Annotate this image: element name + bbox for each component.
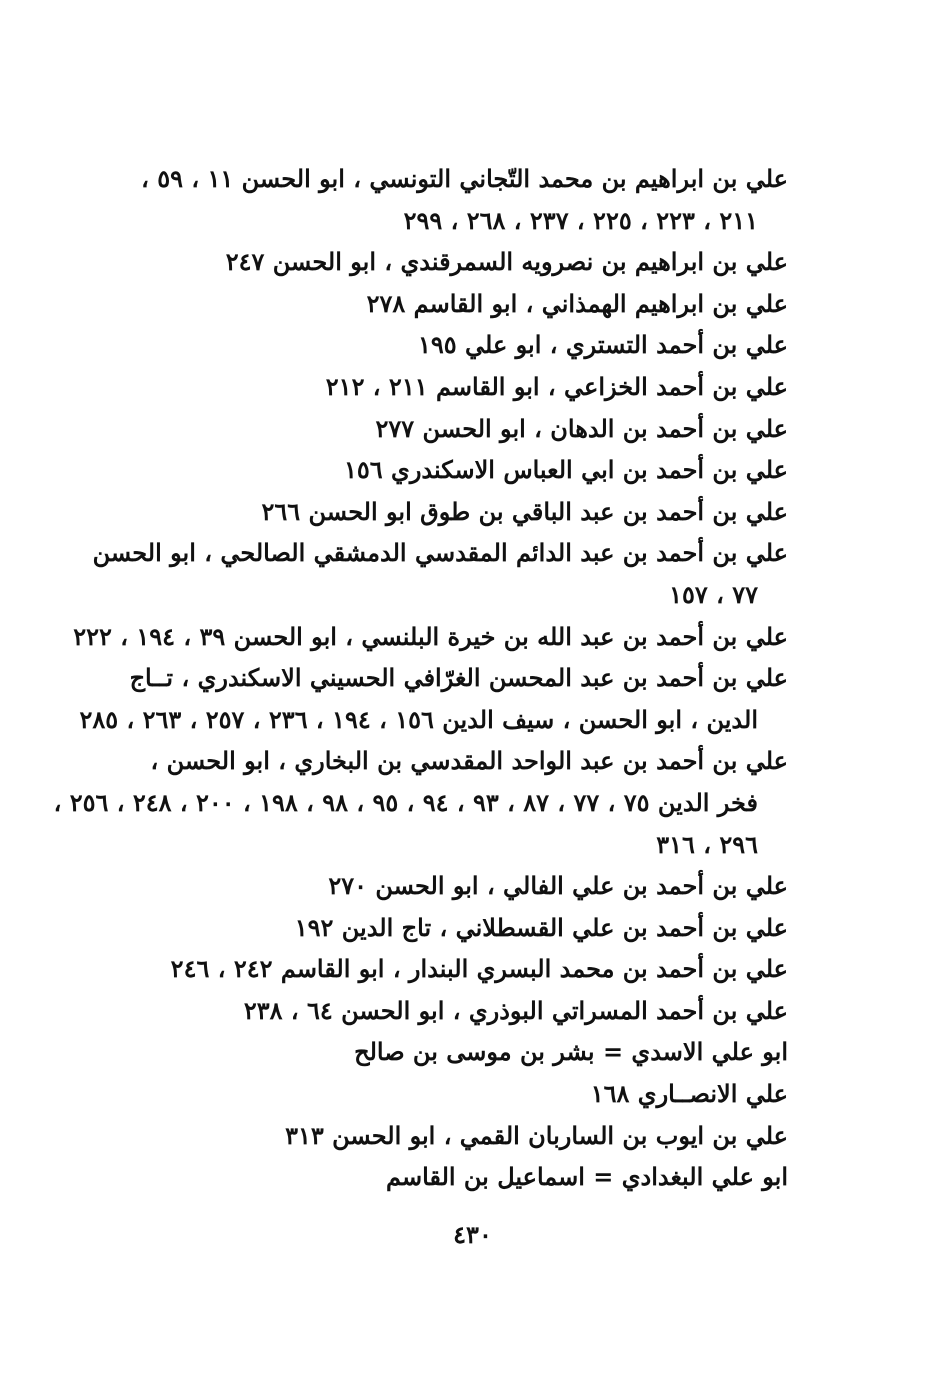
index-line: علي بن أحمد بن عبد الله بن خيرة البلنسي ، ابو الحسن ٣٩ ، ١٩٤ ، ٢٢٢ (73, 621, 788, 651)
index-line: علي بن أحمد بن علي الفالي ، ابو الحسن ٢٧٠ (328, 871, 788, 901)
index-line: علي بن أحمد بن عبد الواحد المقدسي بن البخاري ، ابو الحسن ، (150, 746, 788, 776)
index-line: علي الانصــاري ١٦٨ (590, 1079, 788, 1109)
page-number: ٤٣٠ (453, 1220, 492, 1249)
index-line: علي بن أحمد الخزاعي ، ابو القاسم ٢١١ ، ٢١٢ (325, 371, 788, 401)
index-line-continuation: ٢١١ ، ٢٢٣ ، ٢٢٥ ، ٢٣٧ ، ٢٦٨ ، ٢٩٩ (403, 205, 758, 235)
index-line: علي بن أحمد بن عبد الباقي بن طوق ابو الحسن ٢٦٦ (261, 496, 788, 526)
index-line: علي بن ابراهيم بن محمد التّجاني التونسي ، ابو الحسن ١١ ، ٥٩ ، (141, 164, 788, 193)
index-line: علي بن أحمد التستري ، ابو علي ١٩٥ (417, 330, 788, 360)
index-entries (53, 158, 788, 1198)
index-line: علي بن أحمد بن ابي العباس الاسكندري ١٥٦ (344, 455, 788, 485)
index-line: علي بن أحمد بن علي القسطلاني ، تاج الدين ١٩٢ (294, 912, 788, 942)
index-line-continuation: الدين ، ابو الحسن ، سيف الدين ١٥٦ ، ١٩٤ ، ٢٣٦ ، ٢٥٧ ، ٢٦٣ ، ٢٨٥ (79, 704, 758, 734)
index-line: علي بن أحمد بن عبد المحسن الغرّافي الحسيني الاسكندري ، تــاج (129, 663, 788, 693)
index-line: علي بن أحمد بن الدهان ، ابو الحسن ٢٧٧ (375, 413, 788, 443)
index-line: علي بن أحمد المسراتي البوذري ، ابو الحسن ٦٤ ، ٢٣٨ (243, 995, 788, 1025)
index-line: علي بن ابراهيم بن نصرويه السمرقندي ، ابو الحسن ٢٤٧ (225, 247, 788, 277)
index-line: ابو علي الاسدي = بشر بن موسى بن صالح (354, 1037, 788, 1067)
index-line: علي بن أحمد بن عبد الدائم المقدسي الدمشقي الصالحي ، ابو الحسن (92, 538, 788, 568)
index-line: علي بن أحمد بن محمد البسري البندار ، ابو القاسم ٢٤٢ ، ٢٤٦ (170, 954, 788, 984)
index-line-continuation: ٧٧ ، ١٥٧ (669, 579, 758, 609)
index-line-continuation: فخر الدين ٧٥ ، ٧٧ ، ٨٧ ، ٩٣ ، ٩٤ ، ٩٥ ، ٩٨ ، ١٩٨ ، ٢٠٠ ، ٢٤٨ ، ٢٥٦ ، (53, 787, 758, 817)
index-line-continuation: ٢٩٦ ، ٣١٦ (656, 829, 758, 859)
index-line: علي بن ابراهيم الهمذاني ، ابو القاسم ٢٧٨ (366, 288, 788, 318)
index-line: ابو علي البغدادي = اسماعيل بن القاسم (386, 1162, 788, 1192)
index-line: علي بن ايوب بن الساربان القمي ، ابو الحسن ٣١٣ (285, 1120, 788, 1150)
